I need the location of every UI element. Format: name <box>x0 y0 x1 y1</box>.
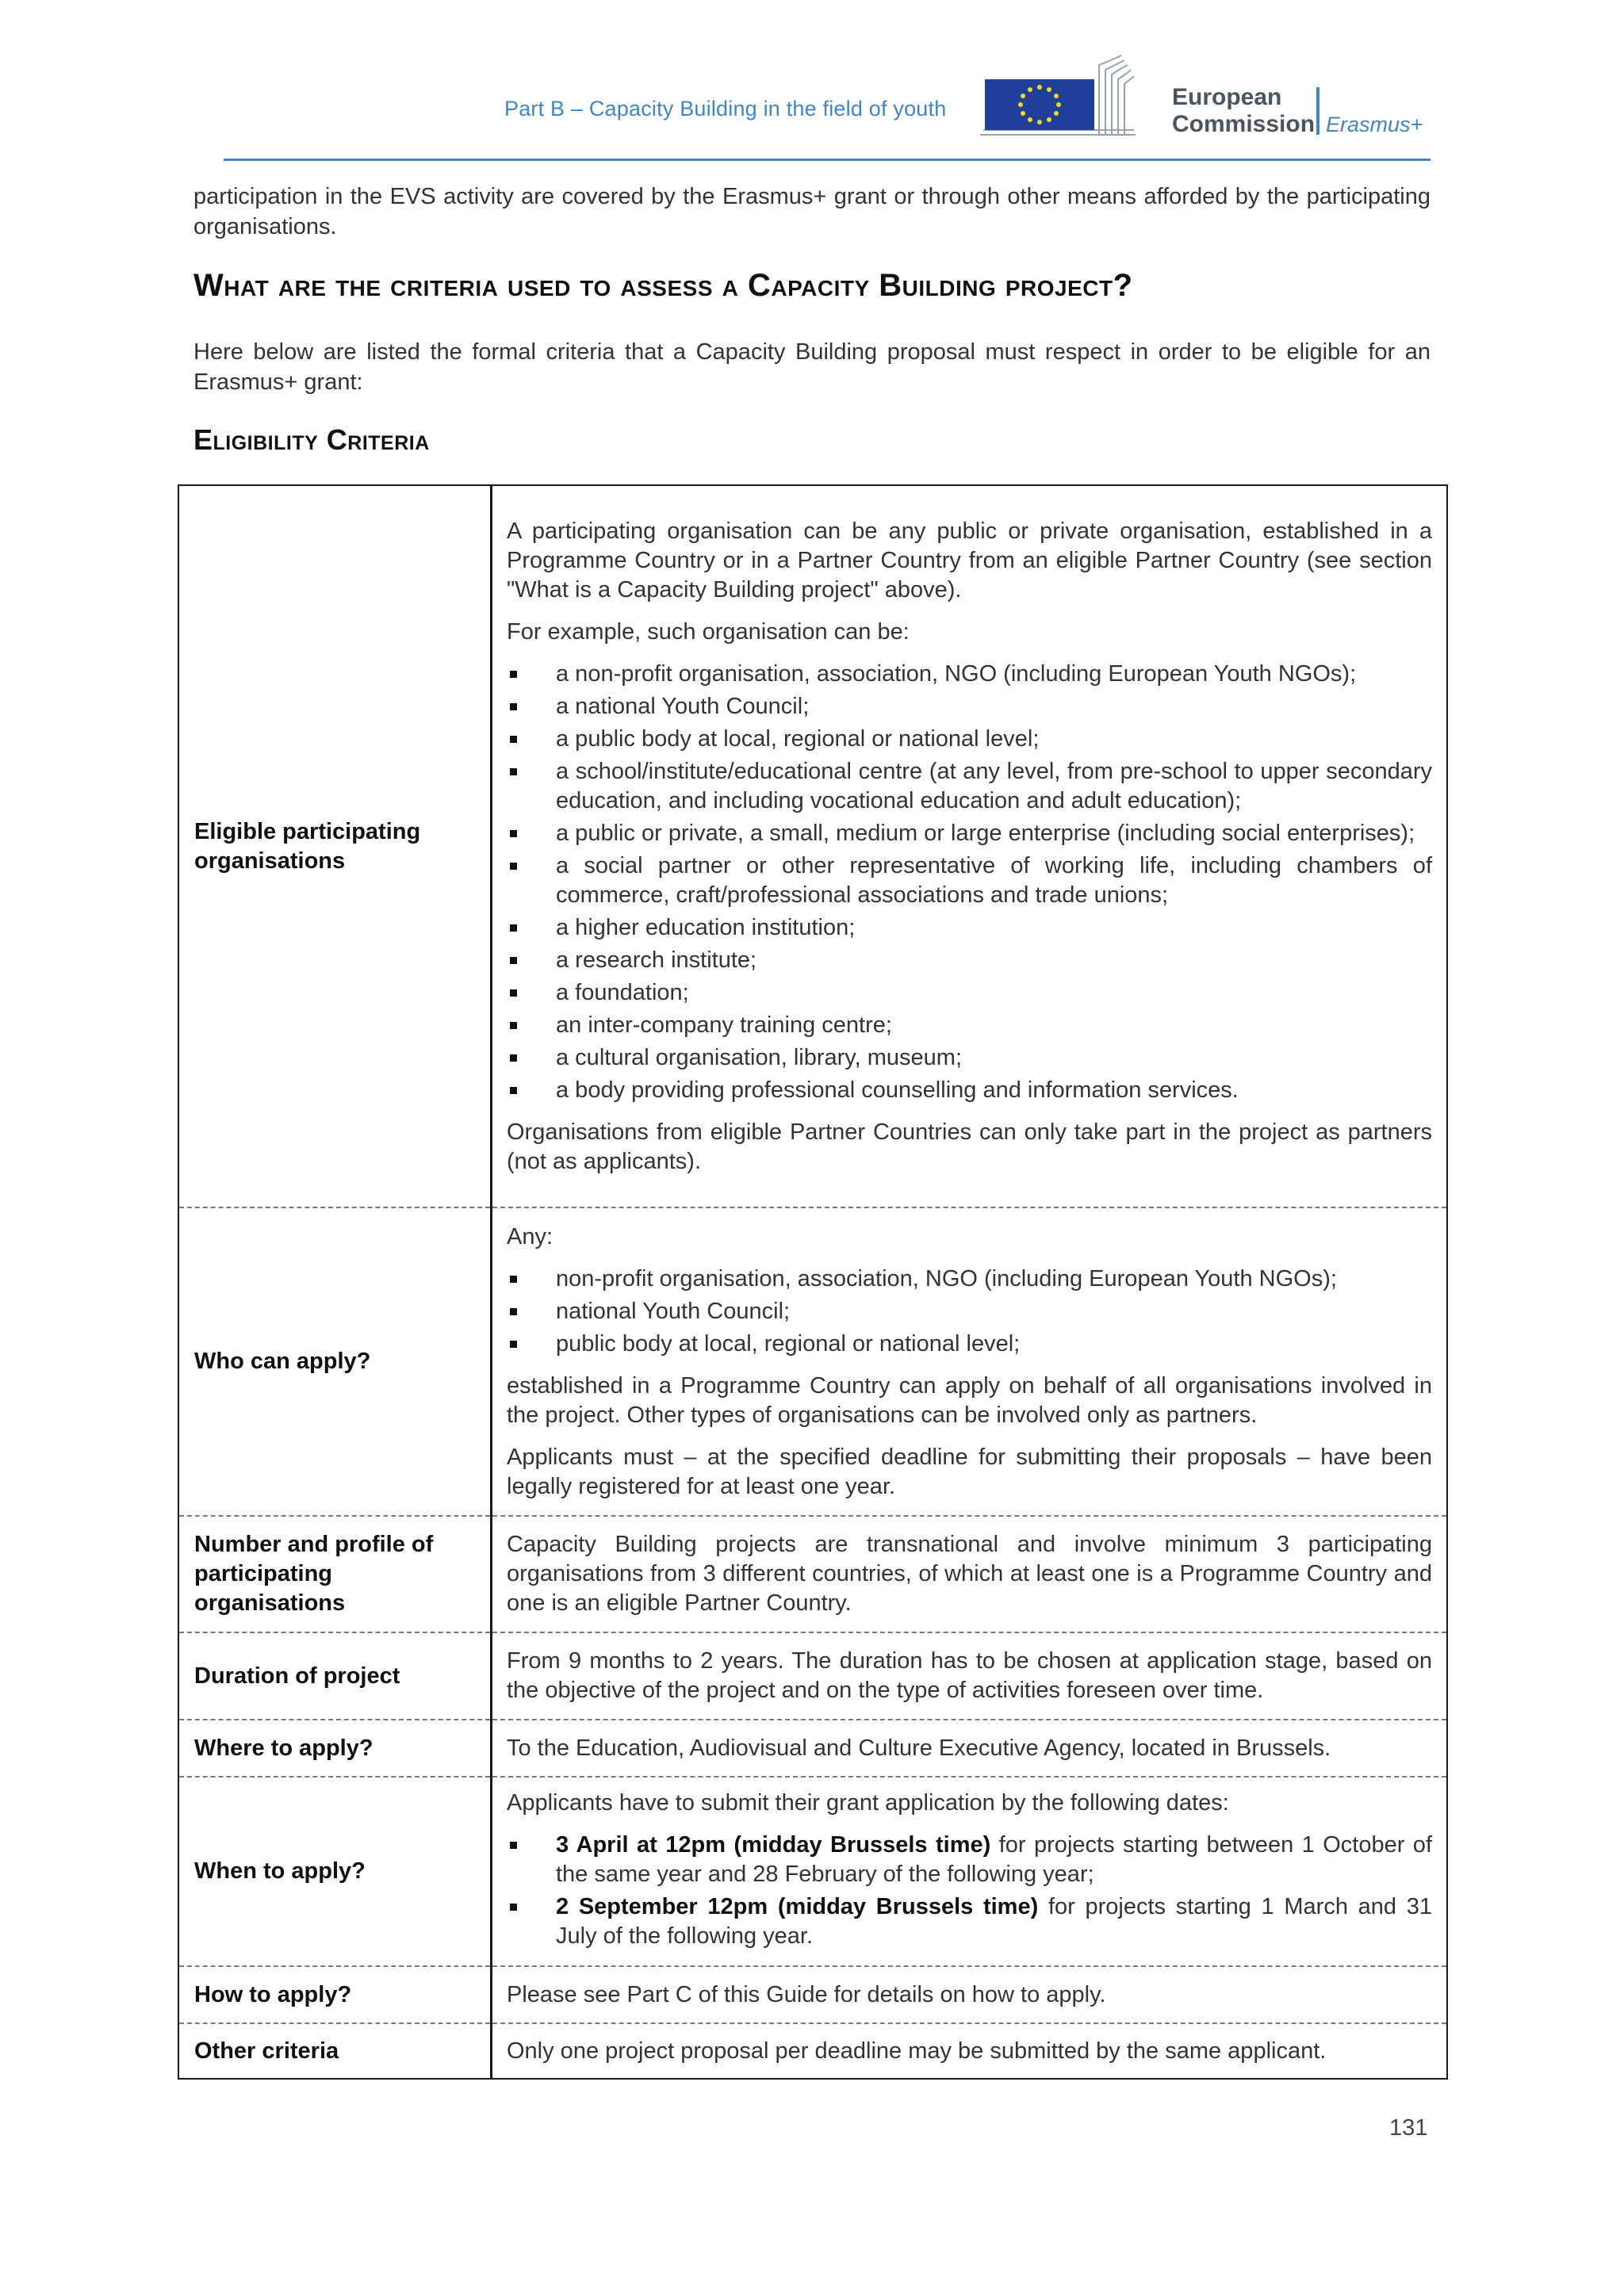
row-label: Duration of project <box>178 1632 492 1720</box>
deadline-item <box>507 1892 1432 1951</box>
list-item: public body at local, regional or national level; <box>507 1330 1432 1359</box>
organisation-type-list <box>507 660 1432 1105</box>
list-item: a public or private, a small, medium or large enterprise (including social enterprises); <box>507 819 1432 848</box>
table-row-where-to-apply <box>178 1720 1447 1777</box>
row-content: Please see Part C of this Guide for details on how to apply. <box>492 1966 1448 2023</box>
list-item: an inter-company training centre; <box>507 1011 1432 1040</box>
subsection-heading: Eligibility Criteria <box>193 423 430 456</box>
table-row-when-to-apply <box>178 1777 1447 1966</box>
header-rule <box>224 159 1431 161</box>
paragraph: Any: <box>507 1223 553 1249</box>
deadline-date: 2 September 12pm (midday Brussels time) <box>556 1894 1039 1919</box>
applicant-type-list <box>507 1265 1432 1359</box>
section-intro: Here below are listed the formal criteria that a Capacity Building proposal must respect in order to be eligible for an Erasmus+ grant: <box>193 339 1431 395</box>
list-item: a public body at local, regional or national level; <box>507 725 1432 754</box>
page-number: 131 <box>1389 2115 1428 2141</box>
row-label: Where to apply? <box>178 1720 492 1777</box>
list-item: a school/institute/educational centre (at any level, from pre-school to upper secondary education, and including vocational education and adult education); <box>507 757 1432 816</box>
paragraph: Organisations from eligible Partner Countries can only take part in the project as partners (not as applicants). <box>507 1119 1432 1174</box>
row-content: Only one project proposal per deadline may be submitted by the same applicant. <box>507 2038 1327 2064</box>
table-row-who-can-apply <box>178 1207 1447 1516</box>
deadline-description: for projects starting between 1 October of the same year and 28 February of the following year; <box>556 1832 1432 1887</box>
table-row-other-criteria <box>178 2023 1447 2079</box>
deadline-item <box>507 1831 1432 1889</box>
list-item: a national Youth Council; <box>507 692 1432 721</box>
row-content <box>492 1207 1448 1516</box>
list-item: non-profit organisation, association, NGO (including European Youth NGOs); <box>507 1265 1432 1294</box>
intro-paragraph: participation in the EVS activity are covered by the Erasmus+ grant or through other means afforded by the participating organisations. <box>193 184 1431 239</box>
row-label: Eligible participating organisations <box>178 485 492 1207</box>
paragraph: established in a Programme Country can apply on behalf of all organisations involved in the project. Other types of organisations can be involved only as partners. <box>507 1372 1432 1428</box>
table-row-eligible-organisations <box>178 485 1447 1207</box>
paragraph: For example, such organisation can be: <box>507 618 910 645</box>
logo-text-erasmus: Erasmus+ <box>1326 113 1423 136</box>
list-item: a foundation; <box>507 978 1432 1008</box>
paragraph: Applicants have to submit their grant application by the following dates: <box>507 1790 1229 1816</box>
logo-text-commission: Commission <box>1172 111 1316 137</box>
running-header <box>504 97 946 121</box>
list-item: a research institute; <box>507 946 1432 975</box>
deadline-list <box>507 1831 1432 1951</box>
european-commission-logo <box>980 48 1432 143</box>
row-content <box>492 1777 1448 1966</box>
row-label: Who can apply? <box>178 1207 492 1516</box>
row-label: Number and profile of participating organisations <box>178 1516 492 1632</box>
deadline-date: 3 April at 12pm (midday Brussels time) <box>556 1832 991 1858</box>
list-item: a cultural organisation, library, museum; <box>507 1043 1432 1073</box>
table-row-number-profile <box>178 1516 1447 1632</box>
row-label: Other criteria <box>178 2023 492 2079</box>
header-dash: – <box>565 97 589 121</box>
list-item: a body providing professional counselling and information services. <box>507 1076 1432 1105</box>
row-content: To the Education, Audiovisual and Culture Executive Agency, located in Brussels. <box>492 1720 1448 1777</box>
row-content: From 9 months to 2 years. The duration has to be chosen at application stage, based on the objective of the project and on the type of activities foreseen over time. <box>492 1632 1448 1720</box>
table-row-duration <box>178 1632 1447 1720</box>
header-part: Part B <box>504 97 565 121</box>
row-content <box>492 485 1448 1207</box>
table-row-how-to-apply <box>178 1966 1447 2023</box>
row-content: Capacity Building projects are transnational and involve minimum 3 participating organisations from 3 different countries, of which at least one is a Programme Country and one is an eligible Partner Country. <box>492 1516 1448 1632</box>
logo-divider <box>1316 87 1320 135</box>
list-item: a social partner or other representative of working life, including chambers of commerce, craft/professional associations and trade unions; <box>507 851 1432 910</box>
list-item: a non-profit organisation, association, NGO (including European Youth NGOs); <box>507 660 1432 689</box>
row-label: When to apply? <box>178 1777 492 1966</box>
paragraph: A participating organisation can be any public or private organisation, established in a Programme Country or in a Partner Country from an eligible Partner Country (see section "What is a Capacity Building project" above). <box>507 518 1432 603</box>
deadline-description: for projects starting 1 March and 31 July of the following year. <box>556 1894 1432 1949</box>
section-heading: What are the criteria used to assess a Capacity Building project? <box>193 268 1133 303</box>
header-section: Capacity Building in the field of youth <box>588 97 947 121</box>
logo-text-european: European <box>1172 84 1282 110</box>
eligibility-criteria-table <box>178 484 1448 2080</box>
list-item: a higher education institution; <box>507 913 1432 943</box>
row-label: How to apply? <box>178 1966 492 2023</box>
paragraph: Applicants must – at the specified deadline for submitting their proposals – have been legally registered for at least one year. <box>507 1444 1432 1499</box>
list-item: national Youth Council; <box>507 1297 1432 1326</box>
